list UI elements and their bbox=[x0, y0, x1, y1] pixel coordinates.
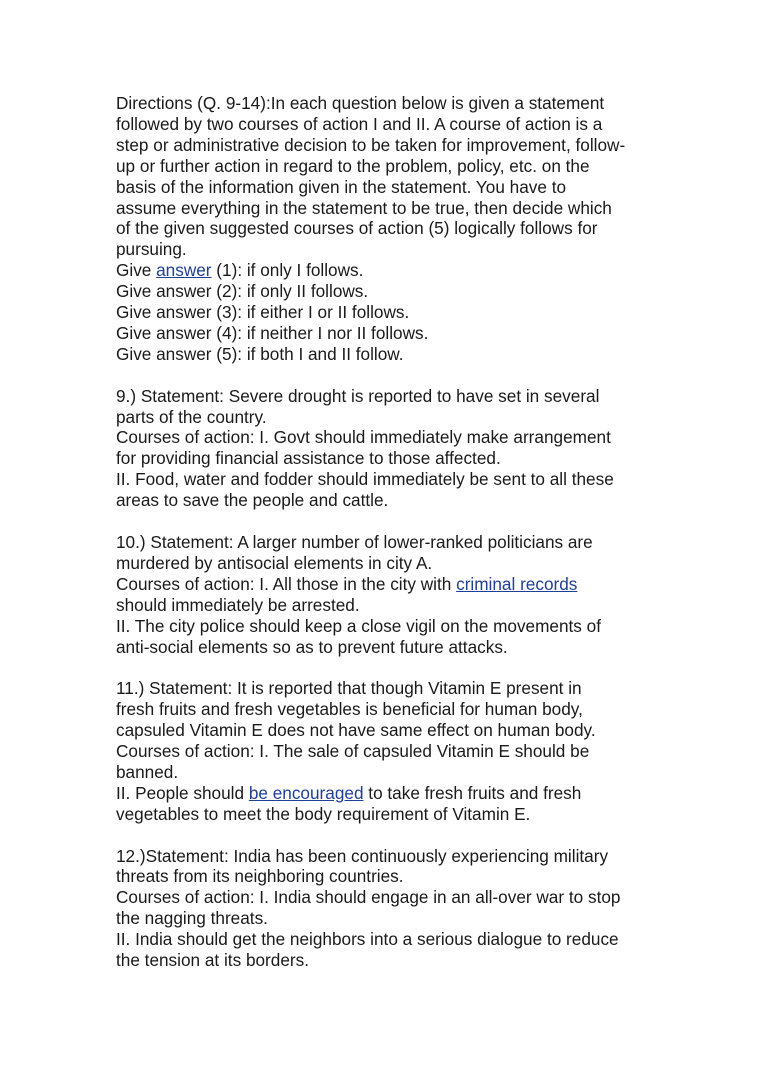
directions-line: assume everything in the statement to be true, then decide which bbox=[116, 197, 612, 218]
question-11-line: capsuled Vitamin E does not have same effect on human body. bbox=[116, 720, 596, 741]
question-10 bbox=[116, 532, 666, 657]
question-12-line: the nagging threats. bbox=[116, 908, 268, 929]
answer-option-2: Give answer (2): if only II follows. bbox=[116, 281, 369, 302]
question-11-line: fresh fruits and fresh vegetables is beneficial for human body, bbox=[116, 699, 583, 720]
directions-line: up or further action in regard to the problem, policy, etc. on the bbox=[116, 155, 590, 176]
directions-line: pursuing. bbox=[116, 239, 187, 260]
paragraph-gap bbox=[116, 511, 666, 532]
question-9-line: II. Food, water and fodder should immediately be sent to all these bbox=[116, 469, 614, 490]
be-encouraged-link[interactable]: be encouraged bbox=[248, 782, 364, 803]
directions-line: of the given suggested courses of action (5) logically follows for bbox=[116, 218, 598, 239]
question-11-action-prefix: II. People should bbox=[116, 782, 249, 803]
directions-line: Directions (Q. 9-14):In each question below is given a statement bbox=[116, 93, 605, 113]
question-10-line bbox=[116, 574, 666, 595]
directions-paragraph bbox=[116, 93, 666, 365]
answer-option-1 bbox=[116, 260, 666, 281]
question-11-line bbox=[116, 783, 666, 804]
question-11 bbox=[116, 678, 666, 824]
question-12-line: threats from its neighboring countries. bbox=[116, 866, 404, 887]
question-10-line: anti-social elements so as to prevent future attacks. bbox=[116, 636, 508, 657]
question-11-line: vegetables to meet the body requirement of Vitamin E. bbox=[116, 803, 531, 824]
paragraph-gap bbox=[116, 657, 666, 678]
question-12-line: Courses of action: I. India should engage in an all-over war to stop bbox=[116, 887, 621, 908]
give-prefix: Give bbox=[116, 260, 157, 281]
question-11-action-suffix: to take fresh fruits and fresh bbox=[363, 782, 582, 803]
question-11-line: banned. bbox=[116, 761, 179, 782]
question-9-line: 9.) Statement: Severe drought is reported to have set in several bbox=[116, 385, 600, 406]
answer-link[interactable]: answer bbox=[156, 260, 212, 281]
question-10-line: murdered by antisocial elements in city A. bbox=[116, 552, 433, 573]
criminal-records-link[interactable]: criminal records bbox=[456, 573, 578, 594]
directions-line: basis of the information given in the statement. You have to bbox=[116, 176, 567, 197]
question-10-line: 10.) Statement: A larger number of lower-ranked politicians are bbox=[116, 532, 593, 552]
answer-option-5: Give answer (5): if both I and II follow. bbox=[116, 343, 404, 364]
paragraph-gap bbox=[116, 825, 666, 846]
answer-option-1-text: (1): if only I follows. bbox=[211, 260, 364, 281]
question-9-line: parts of the country. bbox=[116, 406, 267, 427]
question-11-line: 11.) Statement: It is reported that though Vitamin E present in bbox=[116, 678, 582, 699]
directions-line: step or administrative decision to be taken for improvement, follow- bbox=[116, 134, 626, 155]
question-12-line: the tension at its borders. bbox=[116, 950, 309, 971]
question-12-line: 12.)Statement: India has been continuously experiencing military bbox=[116, 845, 609, 866]
answer-option-3: Give answer (3): if either I or II follows. bbox=[116, 302, 410, 323]
question-10-line: II. The city police should keep a close vigil on the movements of bbox=[116, 615, 602, 636]
paragraph-gap bbox=[116, 365, 666, 386]
question-11-line: Courses of action: I. The sale of capsuled Vitamin E should be bbox=[116, 741, 590, 762]
question-10-line: should immediately be arrested. bbox=[116, 594, 360, 615]
question-12 bbox=[116, 846, 666, 971]
question-10-action-prefix: Courses of action: I. All those in the city with bbox=[116, 573, 457, 594]
question-12-line: II. India should get the neighbors into a serious dialogue to reduce bbox=[116, 929, 619, 950]
question-9-line: Courses of action: I. Govt should immediately make arrangement bbox=[116, 427, 611, 448]
directions-line: followed by two courses of action I and II. A course of action is a bbox=[116, 113, 603, 134]
answer-option-4: Give answer (4): if neither I nor II follows. bbox=[116, 322, 429, 343]
question-9 bbox=[116, 386, 666, 511]
document-body bbox=[116, 93, 666, 971]
question-9-line: for providing financial assistance to those affected. bbox=[116, 448, 501, 469]
question-9-line: areas to save the people and cattle. bbox=[116, 490, 389, 511]
